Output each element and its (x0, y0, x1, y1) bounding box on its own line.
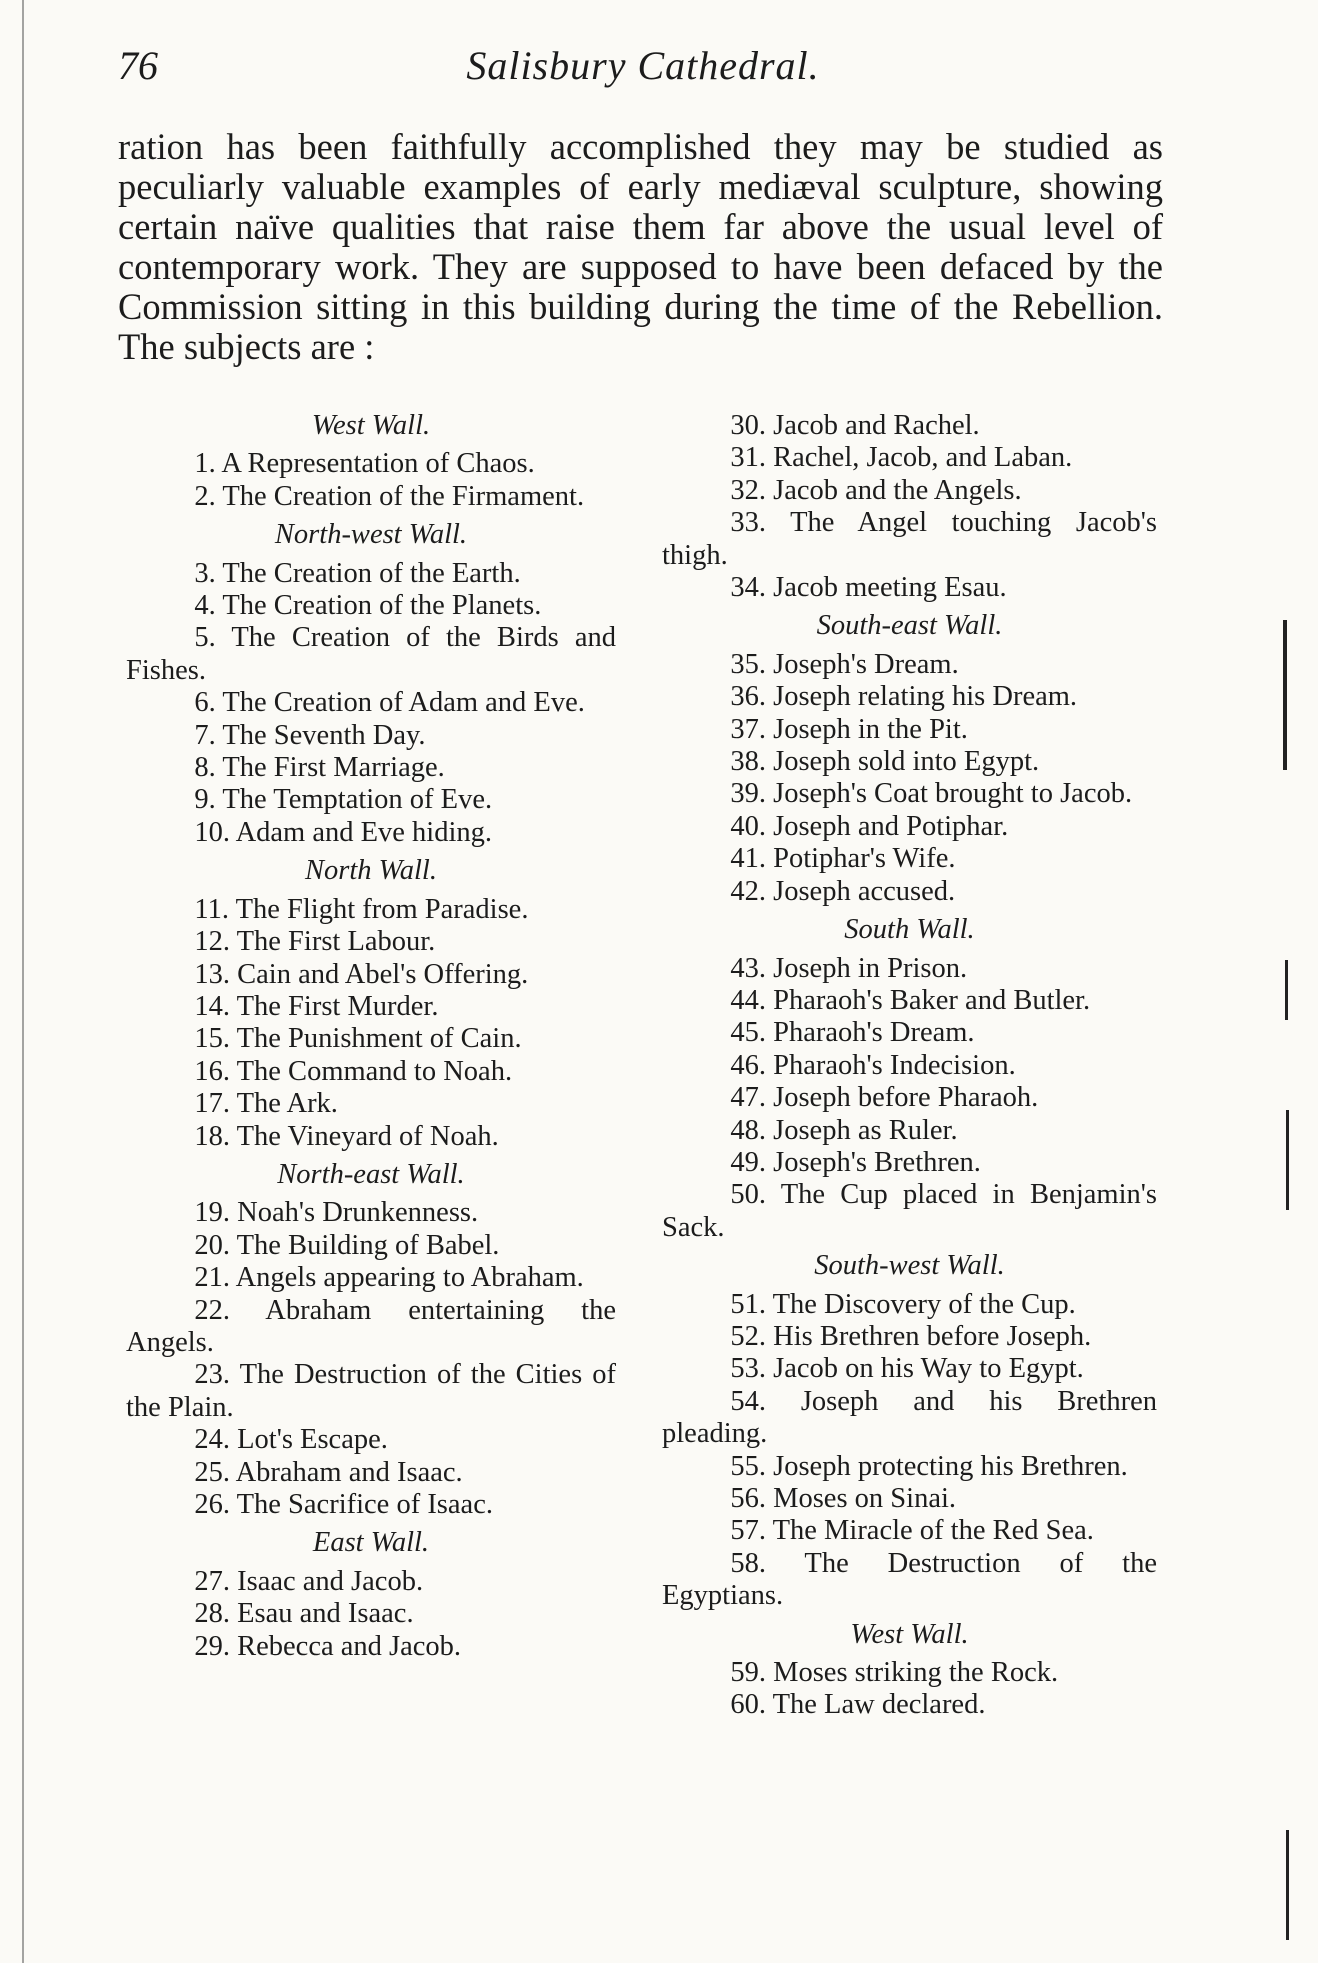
item-number: 19. (194, 1197, 230, 1229)
item-number: 37. (730, 713, 766, 745)
list-item (662, 649, 1157, 681)
list-item (662, 507, 1157, 572)
item-number: 22. (194, 1294, 230, 1326)
item-text: The Vineyard of Noah. (236, 1120, 499, 1152)
list-item (126, 752, 616, 784)
subject-list (662, 410, 1157, 604)
section-north-wall (126, 855, 616, 1153)
item-number: 18. (194, 1120, 230, 1152)
list-item (662, 843, 1157, 875)
subject-list (126, 1197, 616, 1521)
list-item (126, 959, 616, 991)
item-text: Cain and Abel's Offering. (237, 958, 529, 990)
item-number: 2. (194, 480, 216, 512)
list-item (126, 1359, 616, 1424)
item-number: 5. (194, 622, 216, 654)
section-heading: South-west Wall. (814, 1250, 1005, 1282)
list-item (126, 1489, 616, 1521)
section-north-east-wall (126, 1159, 616, 1521)
section-east-wall (126, 1527, 616, 1663)
page-edge-line (22, 0, 24, 1963)
item-text: The Creation of the Birds and Fishes. (126, 622, 616, 686)
item-text: Joseph and his Brethren pleading. (662, 1385, 1157, 1450)
item-number: 7. (194, 719, 216, 751)
subject-list (662, 953, 1157, 1245)
item-text: The Sacrifice of Isaac. (236, 1489, 493, 1520)
item-number: 34. (730, 572, 766, 604)
item-text: Joseph and Potiphar. (773, 810, 1009, 842)
item-number: 1. (194, 448, 216, 480)
item-number: 32. (730, 474, 766, 506)
list-item (126, 590, 616, 622)
intro-paragraph (118, 127, 1163, 367)
list-item (126, 558, 616, 590)
list-item (662, 1386, 1157, 1451)
list-item (662, 1115, 1157, 1147)
item-text: Joseph accused. (773, 875, 956, 907)
item-number: 58. (730, 1547, 766, 1579)
item-number: 56. (730, 1483, 766, 1514)
item-number: 24. (194, 1424, 230, 1456)
item-text: The Ark. (236, 1088, 338, 1120)
list-item (662, 442, 1157, 474)
item-text: Joseph's Dream. (773, 648, 959, 680)
list-item (662, 1548, 1157, 1613)
list-item (126, 481, 616, 513)
item-text: A Representation of Chaos. (221, 448, 535, 480)
item-text: Lot's Escape. (237, 1424, 388, 1456)
item-text: Joseph's Coat brought to Jacob. (773, 778, 1133, 810)
section-south-west-wall (662, 1250, 1157, 1612)
list-item (662, 1689, 1157, 1721)
item-text: Rachel, Jacob, and Laban. (773, 442, 1073, 474)
item-number: 13. (194, 958, 230, 990)
item-text: The Creation of the Earth. (222, 557, 521, 589)
item-number: 41. (730, 843, 766, 875)
right-column (662, 410, 1157, 1722)
item-text: The First Labour. (236, 926, 436, 958)
item-number: 50. (730, 1179, 766, 1211)
item-text: The Destruction of the Egyptians. (662, 1547, 1157, 1612)
subject-list (126, 1566, 616, 1663)
item-text: Isaac and Jacob. (237, 1565, 424, 1597)
item-number: 43. (730, 952, 766, 984)
item-text: The Punishment of Cain. (236, 1023, 522, 1055)
item-text: The Miracle of the Red Sea. (772, 1515, 1094, 1547)
item-number: 10. (194, 816, 230, 848)
list-item (662, 1321, 1157, 1353)
item-text: Adam and Eve hiding. (235, 816, 493, 848)
list-item (126, 1295, 616, 1360)
item-number: 36. (730, 681, 766, 713)
item-text: The Command to Noah. (236, 1055, 513, 1087)
intro-text: ration has been faithfully accomplished they may be studied as peculiarly valuable examples of early mediæval sculpture, showing certain naïve qualities that raise them far above the usual level of contemporary work. They are supposed to have been defaced by the Commission sitting in this building during the time of the Rebellion. The subjects are : (118, 126, 1163, 367)
list-item (126, 817, 616, 849)
item-text: The Creation of the Firmament. (222, 480, 585, 512)
list-item (126, 1023, 616, 1055)
item-number: 54. (730, 1385, 766, 1417)
list-item (662, 1289, 1157, 1321)
item-text: Moses on Sinai. (773, 1483, 957, 1514)
item-number: 38. (730, 746, 766, 778)
list-item (662, 1515, 1157, 1547)
list-item (126, 991, 616, 1023)
item-number: 9. (194, 784, 216, 816)
item-text: Potiphar's Wife. (773, 843, 956, 875)
list-item (126, 784, 616, 816)
list-item (126, 622, 616, 687)
item-number: 33. (730, 507, 766, 539)
item-text: Joseph before Pharaoh. (773, 1082, 1039, 1114)
item-text: Pharaoh's Indecision. (773, 1049, 1016, 1081)
subject-list (126, 558, 616, 850)
item-number: 4. (194, 590, 216, 622)
item-text: The Cup placed in Benjamin's Sack. (662, 1179, 1157, 1243)
list-item (662, 572, 1157, 604)
item-number: 12. (194, 926, 230, 958)
section-south-east-wall (662, 610, 1157, 908)
running-title: Salisbury Cathedral. (466, 43, 820, 88)
item-number: 44. (730, 984, 766, 1016)
item-number: 49. (730, 1146, 766, 1178)
item-number: 48. (730, 1114, 766, 1146)
item-text: Joseph in Prison. (773, 952, 968, 984)
list-item (126, 1424, 616, 1456)
item-text: The Law declared. (772, 1689, 986, 1721)
item-text: Jacob and the Angels. (773, 474, 1022, 506)
list-item (662, 1483, 1157, 1515)
item-text: Noah's Drunkenness. (237, 1197, 479, 1229)
item-number: 59. (730, 1657, 766, 1689)
section-west-wall (126, 410, 616, 513)
list-item (662, 1179, 1157, 1244)
item-number: 27. (194, 1565, 230, 1597)
list-item (126, 1088, 616, 1120)
item-text: Jacob meeting Esau. (773, 572, 1007, 604)
item-number: 11. (194, 893, 229, 925)
item-number: 35. (730, 648, 766, 680)
section-heading: East Wall. (312, 1527, 430, 1559)
list-item (662, 1017, 1157, 1049)
item-number: 16. (194, 1055, 230, 1087)
item-text: Jacob on his Way to Egypt. (773, 1353, 1084, 1385)
item-text: Abraham and Isaac. (235, 1456, 463, 1488)
item-text: The Creation of the Planets. (222, 590, 542, 622)
item-number: 20. (194, 1229, 230, 1261)
item-number: 26. (194, 1489, 230, 1520)
item-number: 29. (194, 1630, 230, 1662)
subject-list (662, 1657, 1157, 1722)
item-number: 51. (730, 1288, 766, 1320)
list-item (662, 1657, 1157, 1689)
item-number: 42. (730, 875, 766, 907)
list-item (662, 985, 1157, 1017)
item-number: 46. (730, 1049, 766, 1081)
list-item (662, 778, 1157, 810)
item-text: Joseph in the Pit. (773, 713, 968, 745)
subject-list (126, 448, 616, 513)
item-number: 39. (730, 778, 766, 810)
item-text: Angels appearing to Abraham. (235, 1262, 584, 1294)
list-item (126, 1631, 616, 1663)
list-item (662, 746, 1157, 778)
item-number: 60. (730, 1689, 766, 1721)
list-item (126, 1262, 616, 1294)
list-item (662, 953, 1157, 985)
margin-mark (1283, 620, 1287, 770)
item-number: 47. (730, 1082, 766, 1114)
item-text: Pharaoh's Baker and Butler. (773, 984, 1091, 1016)
item-text: The First Marriage. (222, 752, 445, 784)
item-text: The Destruction of the Cities of the Plain. (126, 1359, 616, 1423)
item-text: Jacob and Rachel. (773, 410, 980, 441)
item-number: 17. (194, 1088, 230, 1120)
item-text: Pharaoh's Dream. (773, 1017, 975, 1049)
margin-mark (1286, 1110, 1289, 1210)
item-text: Joseph sold into Egypt. (773, 746, 1040, 778)
list-item (126, 1056, 616, 1088)
item-number: 45. (730, 1017, 766, 1049)
item-number: 53. (730, 1353, 766, 1385)
section (662, 410, 1157, 604)
item-text: The First Murder. (236, 990, 439, 1022)
item-text: Joseph protecting his Brethren. (773, 1450, 1128, 1482)
item-number: 31. (730, 442, 766, 474)
list-item (126, 687, 616, 719)
margin-mark (1285, 960, 1288, 1020)
list-item (126, 1121, 616, 1153)
section-heading: North-west Wall. (274, 519, 468, 551)
item-text: The Building of Babel. (236, 1229, 500, 1261)
item-number: 55. (730, 1450, 766, 1482)
list-item (662, 714, 1157, 746)
item-number: 8. (194, 752, 216, 784)
margin-mark (1286, 1830, 1289, 1940)
page-header (118, 42, 1168, 102)
item-number: 28. (194, 1598, 230, 1630)
item-number: 57. (730, 1515, 766, 1547)
item-text: Moses striking the Rock. (773, 1657, 1059, 1689)
item-text: His Brethren before Joseph. (773, 1320, 1092, 1352)
list-item (662, 811, 1157, 843)
item-text: The Seventh Day. (222, 719, 426, 751)
subject-list (662, 649, 1157, 908)
section-north-west-wall (126, 519, 616, 849)
list-item (662, 876, 1157, 908)
section-heading: North-east Wall. (277, 1158, 465, 1190)
section-heading: West Wall. (850, 1618, 969, 1650)
item-number: 3. (194, 557, 216, 589)
section-heading: South Wall. (844, 914, 975, 946)
section-heading: West Wall. (311, 410, 431, 441)
list-item (662, 475, 1157, 507)
list-item (662, 681, 1157, 713)
item-number: 52. (730, 1320, 766, 1352)
left-column (126, 410, 616, 1663)
list-item (126, 1566, 616, 1598)
item-text: Esau and Isaac. (237, 1598, 414, 1630)
list-item (126, 1197, 616, 1229)
section-south-wall (662, 914, 1157, 1244)
item-text: The Flight from Paradise. (235, 893, 529, 925)
item-number: 15. (194, 1023, 230, 1055)
item-text: Abraham entertaining the Angels. (126, 1294, 616, 1358)
list-item (126, 894, 616, 926)
list-item (126, 1457, 616, 1489)
item-number: 23. (194, 1359, 230, 1391)
list-item (662, 1353, 1157, 1385)
item-text: Joseph's Brethren. (773, 1146, 981, 1178)
list-item (126, 926, 616, 958)
page-number: 76 (118, 43, 158, 88)
item-text: The Discovery of the Cup. (772, 1288, 1076, 1320)
item-number: 6. (194, 687, 216, 719)
section-heading: North Wall. (305, 855, 437, 887)
list-item (662, 1451, 1157, 1483)
item-number: 40. (730, 810, 766, 842)
list-item (126, 448, 616, 480)
list-item (126, 1598, 616, 1630)
item-text: The Angel touching Jacob's thigh. (662, 507, 1157, 571)
item-number: 21. (194, 1262, 230, 1294)
item-number: 25. (194, 1456, 230, 1488)
item-number: 30. (730, 410, 766, 441)
list-item (126, 1230, 616, 1262)
item-text: The Creation of Adam and Eve. (222, 687, 585, 719)
subject-list (662, 1289, 1157, 1613)
list-item (662, 410, 1157, 442)
item-text: Rebecca and Jacob. (237, 1630, 462, 1662)
item-text: Joseph relating his Dream. (773, 681, 1078, 713)
item-text: The Temptation of Eve. (222, 784, 493, 816)
section-west-wall (662, 1619, 1157, 1722)
list-item (662, 1147, 1157, 1179)
list-item (662, 1050, 1157, 1082)
item-text: Joseph as Ruler. (773, 1114, 958, 1146)
list-item (662, 1082, 1157, 1114)
item-number: 14. (194, 990, 230, 1022)
list-item (126, 720, 616, 752)
section-heading: South-east Wall. (816, 610, 1003, 642)
subject-list (126, 894, 616, 1153)
